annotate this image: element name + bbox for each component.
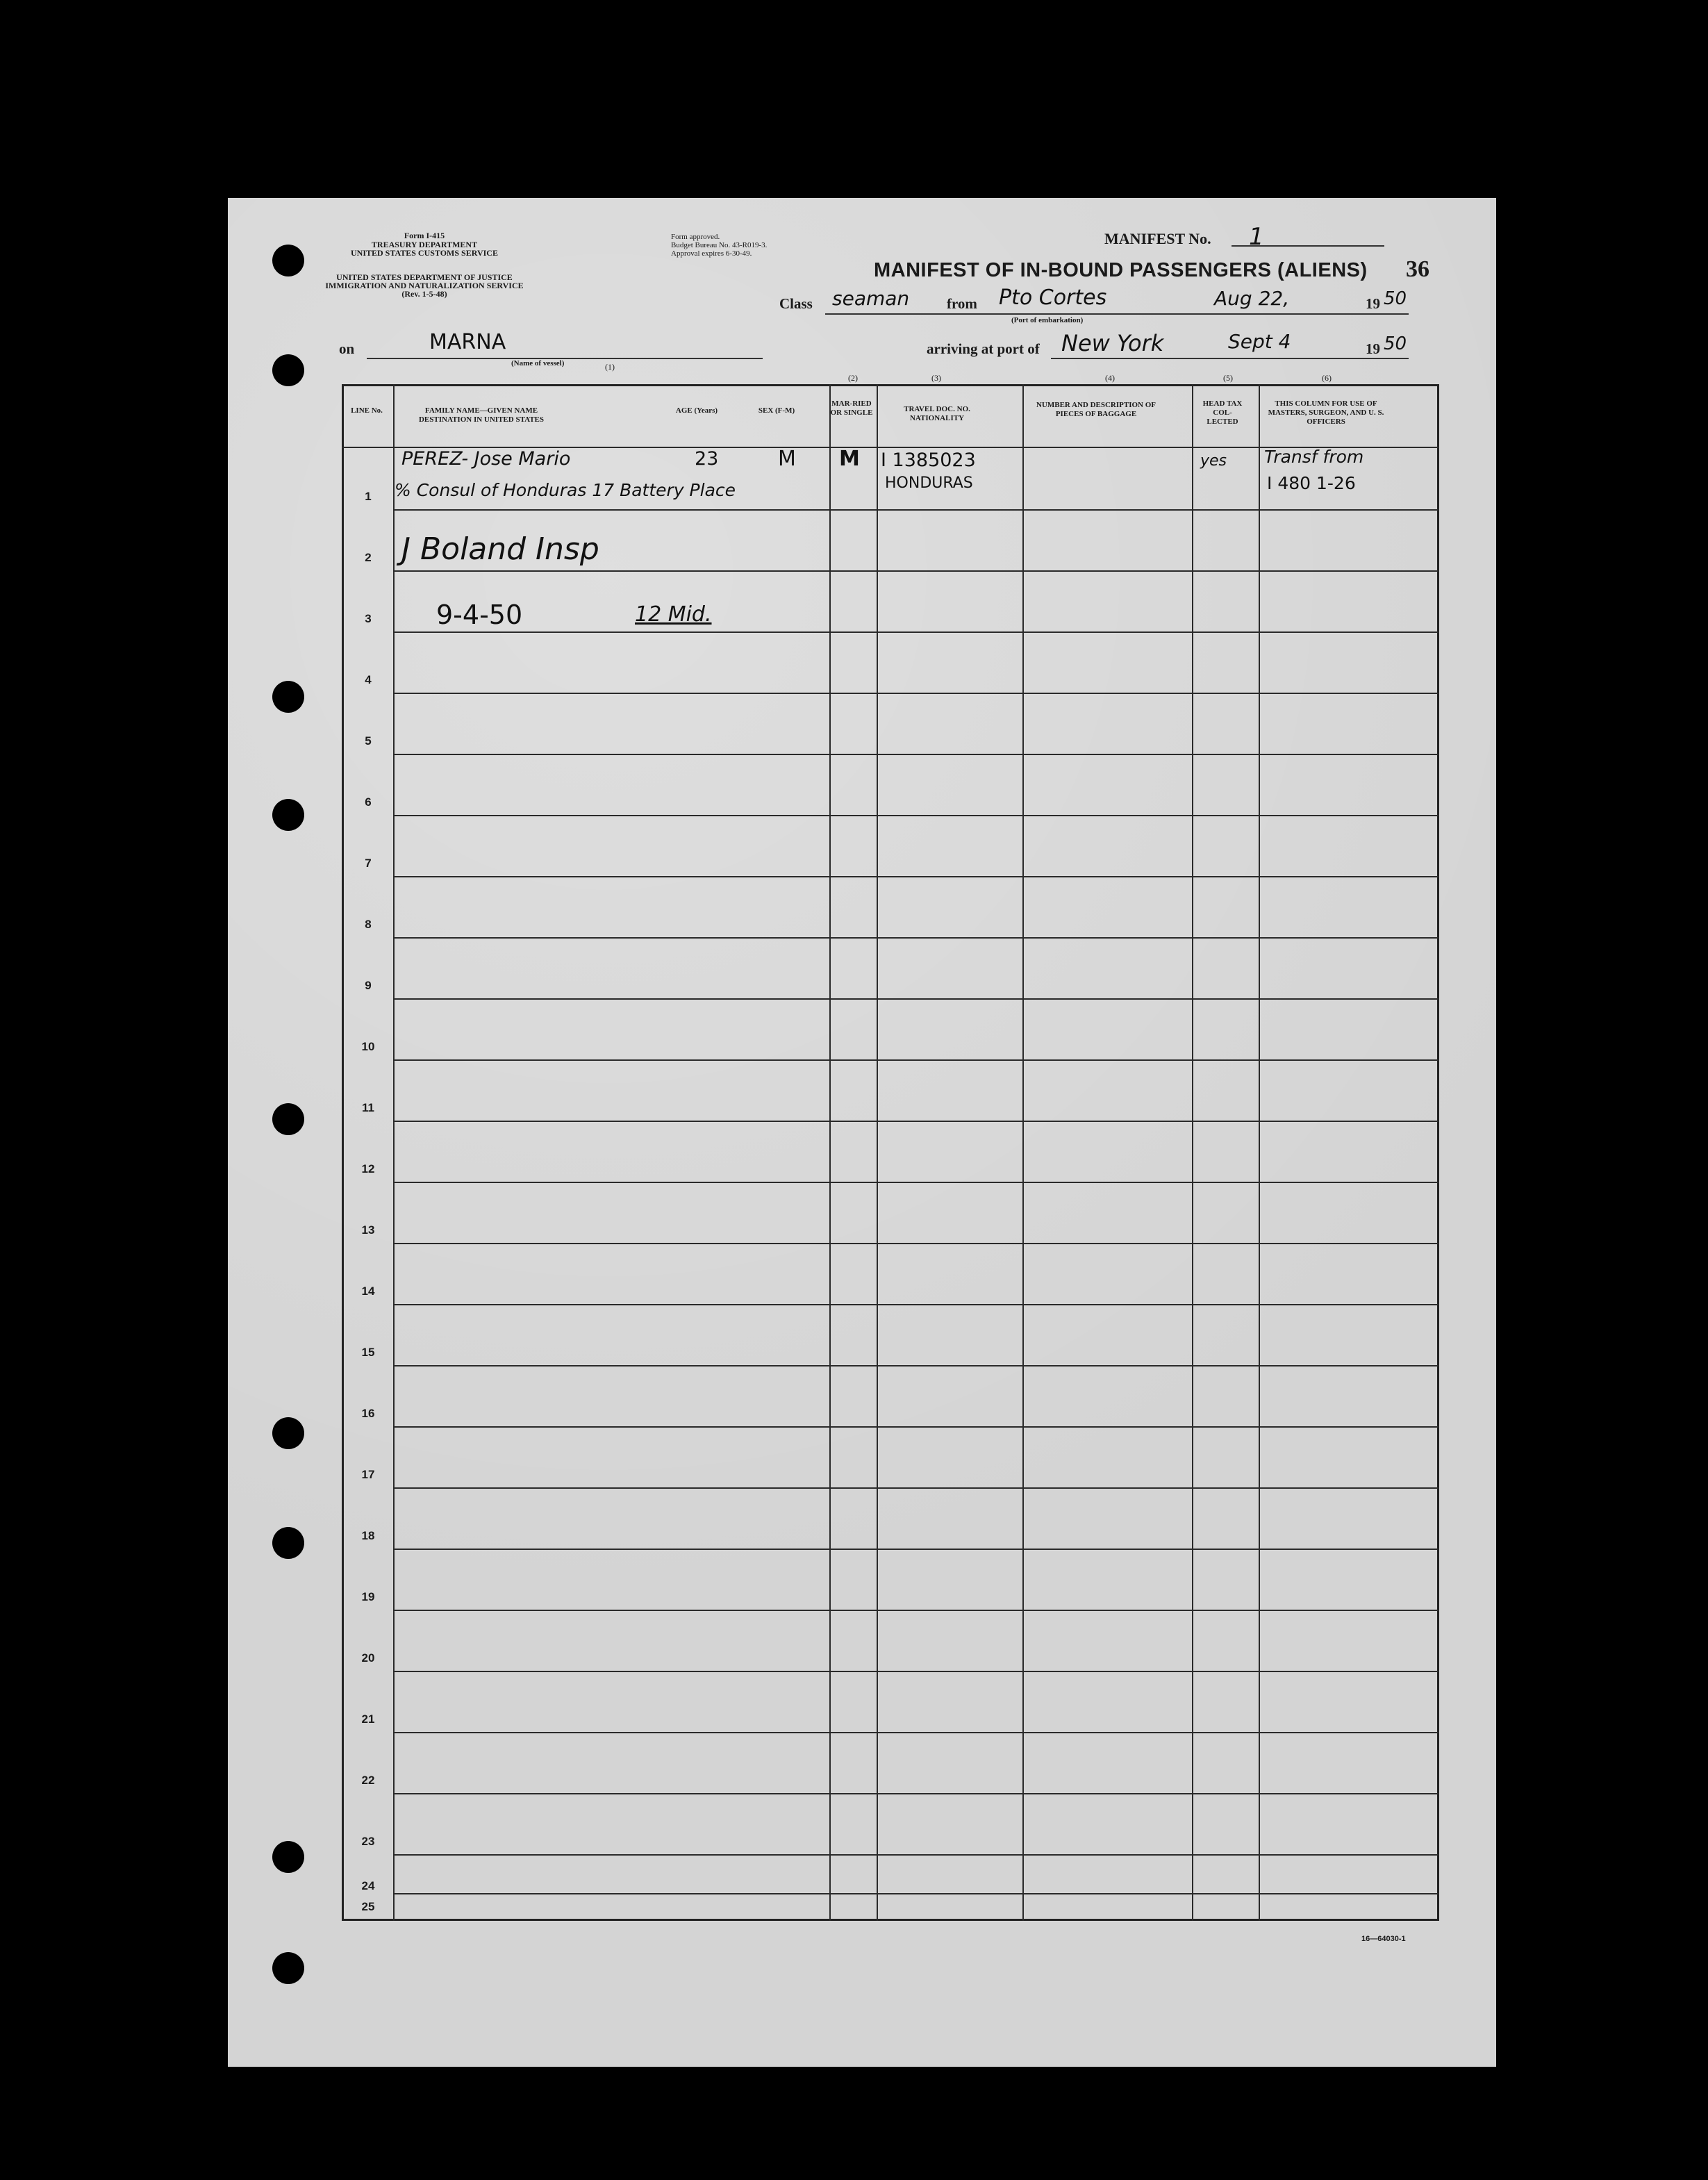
row-number: 4 xyxy=(365,673,372,686)
binder-hole xyxy=(272,799,304,831)
header-sex: SEX (F-M) xyxy=(758,406,795,415)
row-number: 6 xyxy=(365,795,372,809)
row-number: 23 xyxy=(361,1835,375,1848)
col-number-3: (3) xyxy=(931,373,941,383)
header-baggage: NUMBER AND DESCRIPTION OF PIECES OF BAGGAGE xyxy=(1036,401,1156,418)
arrival-underline xyxy=(1051,358,1409,359)
row-number: 9 xyxy=(365,979,372,992)
row-number: 20 xyxy=(361,1651,375,1665)
embark-year-prefix: 19 xyxy=(1366,295,1380,312)
row-number: 10 xyxy=(361,1040,375,1053)
revision: (Rev. 1-5-48) xyxy=(401,289,447,299)
row-number: 14 xyxy=(361,1285,375,1298)
col-number-1: (1) xyxy=(605,362,615,372)
from-label: from xyxy=(947,295,977,312)
entry-married: M xyxy=(839,447,860,471)
row-rule xyxy=(393,1610,1439,1611)
row-rule xyxy=(393,509,1439,511)
row-rule xyxy=(393,1426,1439,1428)
entry-doc-no: I 1385023 xyxy=(881,449,976,471)
row-rule xyxy=(393,1854,1439,1856)
entry-officer-note-2: I 480 1-26 xyxy=(1267,473,1356,493)
arrival-port: New York xyxy=(1061,330,1164,356)
row-rule xyxy=(393,937,1439,939)
binder-hole xyxy=(272,245,304,276)
class-label: Class xyxy=(779,295,813,312)
row-rule xyxy=(393,631,1439,633)
manifest-no-label: MANIFEST No. xyxy=(1104,230,1211,247)
justice-department: UNITED STATES DEPARTMENT OF JUSTICE xyxy=(336,272,513,282)
entry-name: PEREZ- Jose Mario xyxy=(401,448,571,470)
row-rule xyxy=(393,1182,1439,1183)
row-number: 11 xyxy=(362,1101,374,1114)
col-divider-1 xyxy=(393,384,395,1921)
entry-officer-note-1: Transf from xyxy=(1264,447,1364,467)
inspection-date: 9-4-50 xyxy=(436,600,523,630)
arrival-year: 50 xyxy=(1384,333,1407,354)
row-number: 19 xyxy=(361,1590,375,1603)
row-number: 25 xyxy=(361,1900,375,1913)
row-number: 17 xyxy=(361,1468,375,1481)
entry-head-tax: yes xyxy=(1200,452,1227,470)
inspector-signature: J Boland Insp xyxy=(401,531,599,567)
row-rule xyxy=(393,1732,1439,1733)
arriving-label: arriving at port of xyxy=(927,340,1040,357)
on-label: on xyxy=(339,340,355,357)
col-divider-3 xyxy=(877,384,878,1921)
header-married: MAR-RIED OR SINGLE xyxy=(830,399,873,417)
embark-year: 50 xyxy=(1384,288,1407,309)
binder-hole xyxy=(272,1103,304,1135)
from-value: Pto Cortes xyxy=(999,286,1107,310)
col-number-6: (6) xyxy=(1322,373,1332,383)
vessel-caption: (Name of vessel) xyxy=(511,359,565,368)
row-rule xyxy=(393,754,1439,755)
entry-age: 23 xyxy=(695,448,719,470)
row-rule xyxy=(393,570,1439,572)
binder-hole xyxy=(272,1841,304,1873)
entry-sex: M xyxy=(778,447,796,471)
row-number: 13 xyxy=(361,1223,375,1237)
row-rule xyxy=(393,693,1439,694)
row-number: 1 xyxy=(365,490,372,503)
class-underline xyxy=(825,313,1409,315)
col-divider-2 xyxy=(829,384,831,1921)
vessel-name: MARNA xyxy=(429,330,506,354)
row-rule xyxy=(393,998,1439,1000)
binder-hole xyxy=(272,1527,304,1559)
row-number: 21 xyxy=(361,1712,375,1726)
approval-expires: Approval expires 6-30-49. xyxy=(671,249,752,258)
treasury-department: TREASURY DEPARTMENT xyxy=(371,240,478,249)
manifest-sheet xyxy=(228,198,1496,2067)
row-rule xyxy=(393,1671,1439,1672)
row-rule xyxy=(393,1487,1439,1489)
row-rule xyxy=(393,1243,1439,1244)
row-number: 8 xyxy=(365,918,372,931)
row-rule xyxy=(393,1365,1439,1366)
header-travel-doc: TRAVEL DOC. NO. NATIONALITY xyxy=(904,405,970,422)
page-number: 36 xyxy=(1406,256,1429,282)
col-divider-6 xyxy=(1259,384,1260,1921)
row-rule xyxy=(393,1893,1439,1894)
binder-hole xyxy=(272,1952,304,1984)
naturalization-service: IMMIGRATION AND NATURALIZATION SERVICE xyxy=(325,281,524,290)
row-number: 15 xyxy=(361,1346,375,1359)
row-number: 12 xyxy=(361,1162,375,1175)
binder-hole xyxy=(272,681,304,713)
row-number: 16 xyxy=(361,1407,375,1420)
port-embarkation-caption: (Port of embarkation) xyxy=(1011,316,1084,324)
header-line-no: LINE No. xyxy=(351,406,383,415)
vessel-underline xyxy=(367,358,763,359)
arrival-date: Sept 4 xyxy=(1228,330,1291,353)
row-number: 7 xyxy=(365,857,372,870)
row-rule xyxy=(393,815,1439,816)
col-number-5: (5) xyxy=(1223,373,1233,383)
row-rule xyxy=(393,1121,1439,1122)
row-number: 5 xyxy=(365,734,372,748)
footer-code: 16—64030-1 xyxy=(1361,1935,1406,1943)
row-number: 22 xyxy=(361,1774,375,1787)
binder-hole xyxy=(272,1417,304,1449)
row-rule xyxy=(393,1549,1439,1550)
row-number: 18 xyxy=(361,1529,375,1542)
arrival-year-prefix: 19 xyxy=(1366,340,1380,357)
embark-date: Aug 22, xyxy=(1214,287,1290,310)
form-number: Form I-415 xyxy=(404,231,445,240)
row-number: 2 xyxy=(365,551,372,564)
header-head-tax: HEAD TAX COL-LECTED xyxy=(1202,399,1243,426)
row-rule xyxy=(393,1304,1439,1305)
entry-destination: % Consul of Honduras 17 Battery Place xyxy=(395,480,736,500)
col-number-4: (4) xyxy=(1105,373,1115,383)
inspection-time: 12 Mid. xyxy=(635,602,712,627)
manifest-no-value: 1 xyxy=(1249,223,1264,251)
col-number-2: (2) xyxy=(848,373,858,383)
manifest-title: MANIFEST OF IN-BOUND PASSENGERS (ALIENS) xyxy=(874,259,1368,281)
header-age: AGE (Years) xyxy=(675,406,718,415)
header-officers: THIS COLUMN FOR USE OF MASTERS, SURGEON, AND U. S. OFFICERS xyxy=(1268,399,1384,426)
row-number: 3 xyxy=(365,612,372,625)
row-number: 24 xyxy=(361,1879,375,1892)
budget-bureau: Budget Bureau No. 43-R019-3. xyxy=(671,241,768,249)
binder-hole xyxy=(272,354,304,386)
customs-service: UNITED STATES CUSTOMS SERVICE xyxy=(351,248,498,258)
header-name: FAMILY NAME—GIVEN NAME DESTINATION IN UNITED STATES xyxy=(418,406,545,424)
form-approved: Form approved. xyxy=(671,233,720,241)
class-value: seaman xyxy=(832,287,910,310)
col-divider-5 xyxy=(1192,384,1193,1921)
entry-nationality: HONDURAS xyxy=(885,474,973,492)
row-rule xyxy=(393,1059,1439,1061)
col-divider-4 xyxy=(1022,384,1024,1921)
row-rule xyxy=(393,1793,1439,1794)
row-rule xyxy=(393,876,1439,877)
